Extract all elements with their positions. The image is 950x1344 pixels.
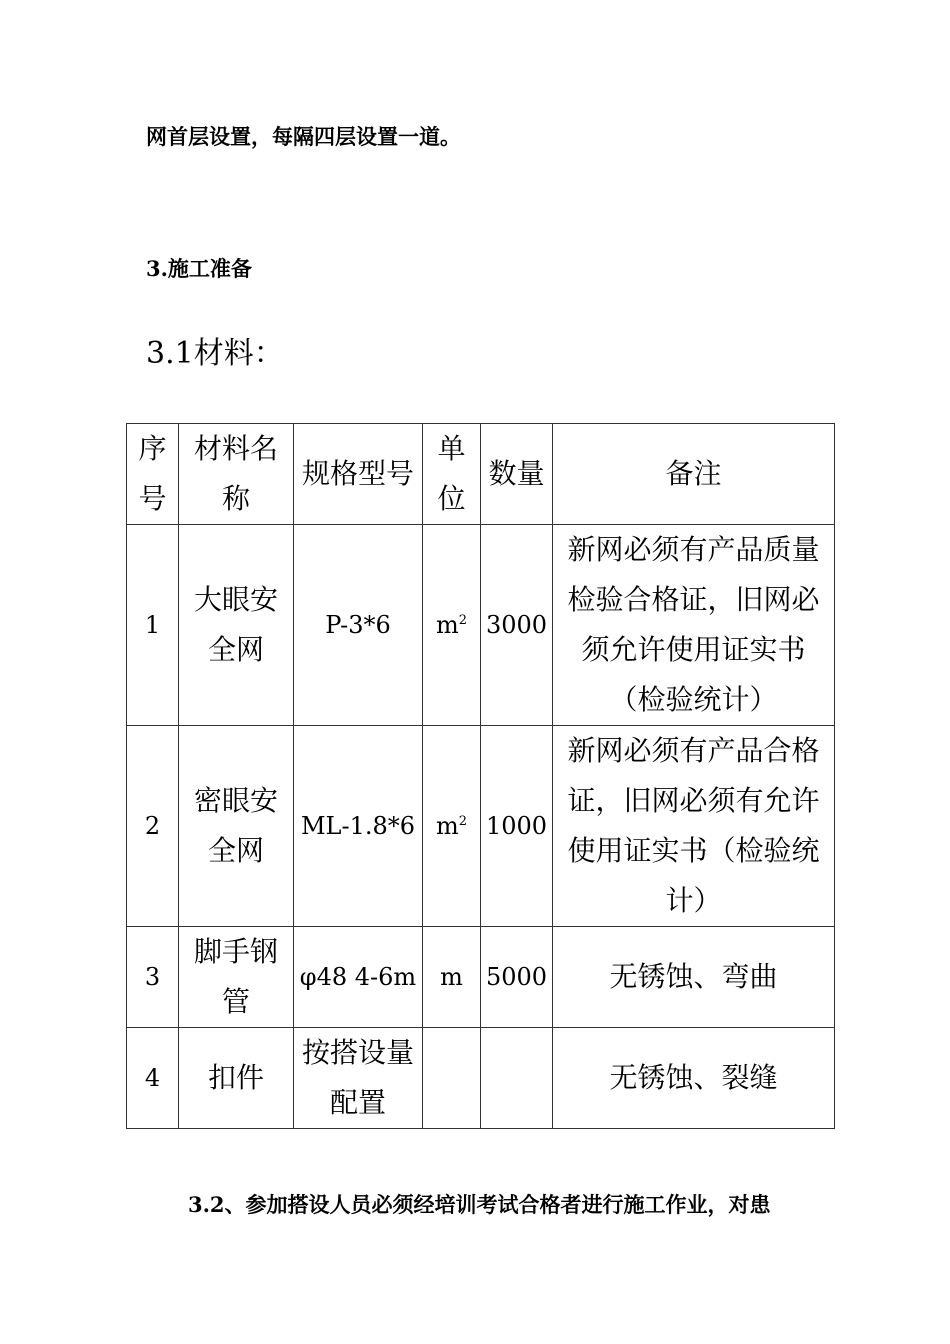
- cell-unit: [423, 927, 481, 1028]
- cell-name: 扣件: [179, 1028, 294, 1129]
- cell-spec: 按搭设量配置: [294, 1028, 423, 1129]
- header-qty: 数量: [481, 424, 553, 525]
- table-row: [127, 525, 835, 726]
- unit-superscript: 2: [458, 613, 468, 628]
- cell-name: 大眼安全网: [179, 525, 294, 726]
- cell-no: 2: [127, 726, 179, 927]
- header-name: 材料名称: [179, 424, 294, 525]
- cell-note: 无锈蚀、裂缝: [553, 1028, 835, 1129]
- unit-base: m: [440, 963, 463, 991]
- cell-name: 密眼安全网: [179, 726, 294, 927]
- cell-qty: 3000: [481, 525, 553, 726]
- header-spec: 规格型号: [294, 424, 423, 525]
- cell-no: 1: [127, 525, 179, 726]
- section-heading-materials: 3.1材料：: [146, 336, 284, 371]
- table-row: [127, 1028, 835, 1129]
- cell-note: 新网必须有产品质量检验合格证，旧网必须允许使用证实书（检验统计）: [553, 525, 835, 726]
- cell-note: 新网必须有产品合格证，旧网必须有允许使用证实书（检验统计）: [553, 726, 835, 927]
- table-header-row: [127, 424, 835, 525]
- paragraph-bottom: 3.2、参加搭设人员必须经培训考试合格者进行施工作业，对患: [188, 1192, 771, 1217]
- section-heading-construction-prep: 3.施工准备: [146, 256, 252, 281]
- cell-spec: P-3*6: [294, 525, 423, 726]
- table-row: [127, 927, 835, 1028]
- cell-no: 4: [127, 1028, 179, 1129]
- header-no: 序号: [127, 424, 179, 525]
- header-note: 备注: [553, 424, 835, 525]
- cell-spec: φ48 4-6m: [294, 927, 423, 1028]
- materials-table: [126, 423, 835, 1129]
- cell-qty: 5000: [481, 927, 553, 1028]
- unit-superscript: 2: [458, 814, 468, 829]
- header-unit: 单位: [423, 424, 481, 525]
- cell-unit: [423, 1028, 481, 1129]
- cell-qty: [481, 1028, 553, 1129]
- unit-base: m: [435, 812, 459, 840]
- paragraph-top: 网首层设置，每隔四层设置一道。: [146, 124, 461, 149]
- cell-spec: ML-1.8*6: [294, 726, 423, 927]
- cell-unit: [423, 525, 481, 726]
- table-row: [127, 726, 835, 927]
- cell-note: 无锈蚀、弯曲: [553, 927, 835, 1028]
- cell-no: 3: [127, 927, 179, 1028]
- cell-name: 脚手钢管: [179, 927, 294, 1028]
- cell-qty: 1000: [481, 726, 553, 927]
- cell-unit: [423, 726, 481, 927]
- unit-base: m: [435, 611, 459, 639]
